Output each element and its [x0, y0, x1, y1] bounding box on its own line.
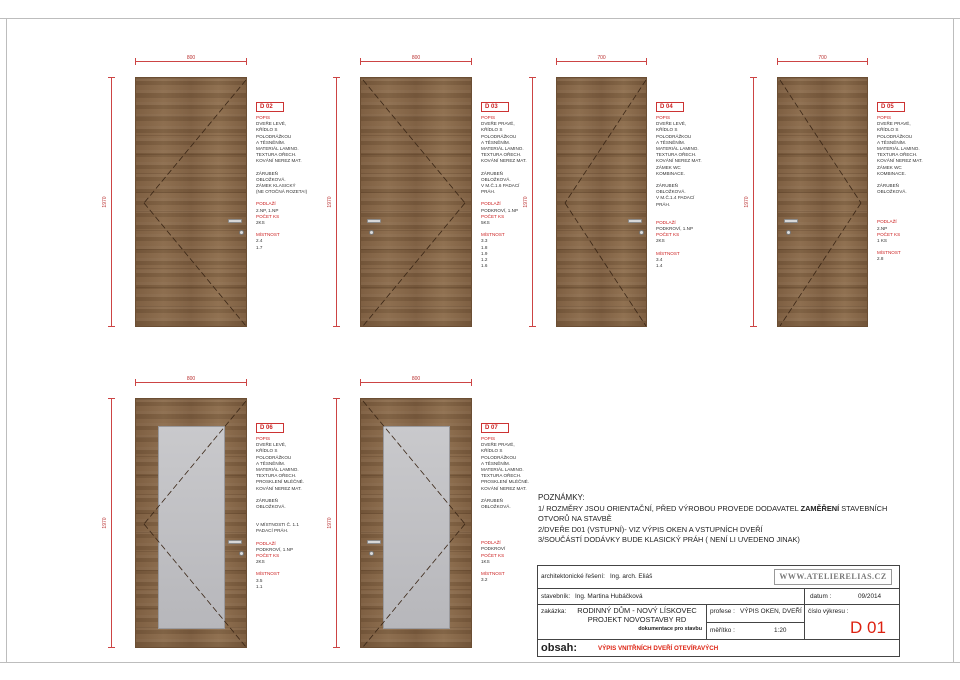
d05-spec-heading: POPIS — [877, 115, 892, 120]
d03-width-dimension — [360, 61, 472, 62]
d05-height-dimension — [753, 77, 754, 327]
d05-spec-line: ZÁRUBEŇ — [877, 183, 899, 189]
d06-spec-heading: PODLAŽÍ — [256, 540, 276, 546]
d02-spec-line: ZÁRUBEŇ — [256, 170, 278, 176]
d06-spec-line: TEXTURA OŘECH. — [256, 473, 297, 479]
d04-spec-line: 2KS — [656, 238, 665, 244]
d04-spec-heading: POČET KS — [656, 232, 680, 238]
d07-spec-line: PODKROVÍ — [481, 546, 506, 552]
atelier-logo: WWW.ATELIERELIAS.CZ — [774, 569, 892, 585]
d04-height-dimension — [532, 77, 533, 327]
d06-spec-line: DVEŘE LEVÉ, — [256, 442, 287, 448]
d03-height-dimension — [336, 77, 337, 327]
d07-spec-heading: POPIS — [481, 436, 496, 441]
d07-code-label: D 07 — [481, 423, 509, 433]
d03-spec-line: TEXTURA OŘECH. — [481, 152, 522, 158]
d06-spec-line: 3.5 — [256, 577, 263, 583]
d05-height-label: 1970 — [744, 196, 750, 208]
d06-width-dimension — [135, 382, 247, 383]
d04-spec-line: OBLOŽKOVÁ. — [656, 189, 686, 195]
drawing-number: D 01 — [850, 618, 886, 637]
d03-swing-lines — [361, 78, 472, 327]
d06-spec-line: V MÍSTNOSTI Č. 1.1 — [256, 522, 299, 528]
d05-spec-line: OBLOŽKOVÁ. — [877, 189, 907, 195]
sheet-border-top — [0, 18, 960, 19]
d05-spec-line: KŘÍDLO S — [877, 127, 899, 133]
d02-spec-line: 2.NP, 1.NP — [256, 207, 279, 213]
d04-spec-line: A TĚSNĚNÍM. — [656, 139, 686, 145]
d03-spec-line: A TĚSNĚNÍM. — [481, 139, 511, 145]
d06-spec-line: KOVÁNÍ NEREZ MAT. — [256, 485, 302, 491]
d04-height-label: 1970 — [523, 196, 529, 208]
d05-spec-line: DVEŘE PRAVÉ, — [877, 121, 911, 127]
d03-handle-icon — [367, 219, 381, 223]
d04-spec-heading: MÍSTNOST — [656, 250, 680, 256]
d04-spec-line: MATERIÁL LAMINO. — [656, 146, 699, 152]
d05-code-label: D 05 — [877, 102, 905, 112]
d03-spec-line: PRÁH. — [481, 189, 496, 195]
d05-spec-line: 2.NP — [877, 225, 888, 231]
d02-spec-line: TEXTURA OŘECH. — [256, 152, 297, 158]
d07-spec-line: DVEŘE PRAVÉ, — [481, 442, 515, 448]
d03-spec-line: 1.8 — [481, 244, 488, 250]
d02-spec-heading: POČET KS — [256, 213, 280, 219]
d05-door-panel — [777, 77, 868, 327]
d03-spec-line: DVEŘE PRAVÉ, — [481, 121, 515, 127]
d06-door-panel — [135, 398, 247, 648]
d06-handle-icon — [228, 540, 242, 544]
d05-spec-line: KOVÁNÍ NEREZ MAT. — [877, 158, 923, 164]
d03-lock-icon — [369, 230, 374, 235]
d05-swing-lines — [778, 78, 868, 327]
d04-spec-heading: PODLAŽÍ — [656, 219, 676, 225]
d03-door-panel — [360, 77, 472, 327]
d02-spec-heading: MÍSTNOST — [256, 232, 280, 238]
d07-spec-line: POLODRÁŽKOU — [481, 454, 517, 460]
notes-block — [538, 493, 918, 546]
d06-spec-heading: POČET KS — [256, 553, 280, 559]
architect-name: Ing. arch. Eliáš — [610, 573, 653, 580]
d02-height-dimension — [111, 77, 112, 327]
d02-spec-line: MATERIÁL LAMINO. — [256, 146, 299, 152]
d03-spec-line: 1.9 — [481, 250, 488, 256]
d02-spec-heading: PODLAŽÍ — [256, 201, 276, 207]
d02-handle-icon — [228, 219, 242, 223]
d03-spec-line: 1.2 — [481, 257, 488, 263]
d02-spec-line: A TĚSNĚNÍM. — [256, 139, 286, 145]
d07-lock-icon — [369, 551, 374, 556]
d02-width-dimension — [135, 61, 247, 62]
d05-width-dimension — [777, 61, 868, 62]
d02-spec-line: DVEŘE LEVÉ, — [256, 121, 287, 127]
architect-label: architektonické řešení: — [541, 573, 605, 580]
profession-value: VÝPIS OKEN, DVEŘÍ — [740, 608, 802, 615]
d07-spec-line: MATERIÁL LAMINO. — [481, 467, 524, 473]
d07-width-label: 800 — [411, 376, 421, 382]
d02-spec-heading: POPIS — [256, 115, 271, 120]
d02-swing-line — [144, 80, 246, 203]
d04-swing-line — [565, 80, 646, 203]
d03-code-label: D 03 — [481, 102, 509, 112]
d04-code-label: D 04 — [656, 102, 684, 112]
d05-spec-line: POLODRÁŽKOU — [877, 133, 913, 139]
d06-spec-line: PROSKLENÍ MLÉČNÉ. — [256, 479, 304, 485]
content-value: VÝPIS VNITŘNÍCH DVEŘÍ OTEVÍRAVÝCH — [598, 645, 719, 652]
d03-spec-line: MATERIÁL LAMINO. — [481, 146, 524, 152]
d04-spec-line: PRÁH. — [656, 201, 671, 207]
d02-spec-line: 1.7 — [256, 244, 263, 250]
d02-width-label: 800 — [186, 55, 196, 61]
note-1-text-end: STAVEBNÍCH OTVORŮ NA STAVBĚ — [538, 503, 888, 523]
content-label: obsah: — [541, 642, 578, 654]
project-line-3: dokumentace pro stavbu — [638, 626, 702, 632]
note-3: 3/SOUČÁSTÍ DODÁVKY BUDE KLASICKÝ PRÁH ( NENÍ LI UVEDENO JINAK) — [538, 535, 800, 544]
d05-spec-line: TEXTURA OŘECH. — [877, 152, 918, 158]
d04-spec-line: TEXTURA OŘECH. — [656, 152, 697, 158]
engineer-name: Ing. Martina Hubáčková — [575, 593, 643, 600]
d04-spec-line: DVEŘE LEVÉ, — [656, 121, 687, 127]
d05-spec-line: MATERIÁL LAMINO. — [877, 146, 920, 152]
project-line-2: PROJEKT NOVOSTAVBY RD — [587, 615, 687, 624]
d02-spec-line: 2KS — [256, 220, 265, 226]
d03-spec-line: KOVÁNÍ NEREZ MAT. — [481, 158, 527, 164]
d03-spec-heading: POPIS — [481, 115, 496, 120]
scale-value: 1:20 — [774, 627, 787, 634]
d04-spec-line: V M.Č.1.4 PADACÍ — [656, 195, 695, 201]
d06-spec-heading: MÍSTNOST — [256, 571, 280, 577]
d05-width-label: 700 — [818, 55, 827, 61]
profession-label: profese : — [710, 608, 735, 615]
d05-spec-line: 1 KS — [877, 238, 887, 244]
d04-spec-line: 3.4 — [656, 256, 663, 262]
d02-spec-line: OBLOŽKOVÁ. — [256, 176, 286, 182]
d04-spec-block — [656, 102, 734, 269]
d03-spec-line: 5KS — [481, 220, 490, 226]
d05-handle-icon — [784, 219, 798, 223]
d04-spec-line: ZÁMEK WC — [656, 164, 681, 170]
d02-height-label: 1970 — [102, 196, 108, 208]
d06-code-label: D 06 — [256, 423, 284, 433]
d03-spec-line: POLODRÁŽKOU — [481, 133, 517, 139]
d07-swing-lines — [361, 399, 472, 648]
d03-spec-heading: PODLAŽÍ — [481, 201, 501, 207]
d04-spec-line: ZÁRUBEŇ — [656, 183, 678, 189]
d06-lock-icon — [239, 551, 244, 556]
d07-handle-icon — [367, 540, 381, 544]
d03-spec-line: PODKROVÍ, 1.NP — [481, 207, 519, 213]
d02-code-label: D 02 — [256, 102, 284, 112]
d05-spec-line: KOMBINACE. — [877, 170, 906, 176]
d05-spec-heading: POČET KS — [877, 231, 901, 237]
d06-spec-line: 2KS — [256, 559, 265, 565]
d07-spec-line: PROSKLENÍ MLÉČNÉ. — [481, 479, 529, 485]
d05-swing-line — [780, 80, 861, 203]
d04-spec-line: 1.4 — [656, 263, 663, 269]
d05-spec-heading: PODLAŽÍ — [877, 219, 897, 225]
d04-width-label: 700 — [597, 55, 606, 61]
d03-spec-line: OBLOŽKOVÁ. — [481, 176, 511, 182]
d04-swing-lines — [557, 78, 647, 327]
d03-spec-line: ZÁRUBEŇ — [481, 170, 503, 176]
d06-spec-line: PODKROVÍ, 1.NP — [256, 546, 294, 552]
d06-spec-block — [256, 423, 334, 590]
d05-lock-icon — [786, 230, 791, 235]
date-value: 09/2014 — [858, 593, 882, 600]
d06-spec-line: PADACÍ PRÁH. — [256, 528, 289, 534]
d04-handle-icon — [628, 219, 642, 223]
note-2: 2/DVEŘE D01 (VSTUPNÍ)- VIZ VÝPIS OKEN A VSTUPNÍCH DVEŘÍ — [538, 524, 763, 534]
scale-label: měřítko : — [710, 627, 735, 634]
d06-spec-line: POLODRÁŽKOU — [256, 454, 292, 460]
d02-spec-line: ZÁMEK KLASICKÝ — [256, 183, 296, 189]
d07-height-label: 1970 — [327, 517, 333, 529]
title-block — [537, 565, 900, 657]
d03-spec-line: V M.Č.1.6 PADACÍ — [481, 183, 520, 189]
d07-spec-heading: POČET KS — [481, 552, 505, 558]
d03-spec-line: 3.3 — [481, 238, 488, 244]
d03-spec-line: KŘÍDLO S — [481, 127, 503, 133]
d07-spec-line: OBLOŽKOVÁ. — [481, 504, 511, 510]
d05-spec-heading: MÍSTNOST — [877, 250, 901, 256]
d06-height-dimension — [111, 398, 112, 648]
d02-lock-icon — [239, 230, 244, 235]
d02-spec-line: KOVÁNÍ NEREZ MAT. — [256, 158, 302, 164]
d07-spec-line: 3.2 — [481, 577, 488, 583]
d06-height-label: 1970 — [102, 517, 108, 529]
d07-spec-line: ZÁRUBEŇ — [481, 497, 503, 503]
d02-spec-block — [256, 102, 334, 251]
d02-spec-line: 2.4 — [256, 238, 263, 244]
d03-spec-heading: POČET KS — [481, 213, 505, 219]
project-line-1: RODINNÝ DŮM - NOVÝ LÍSKOVEC — [577, 606, 697, 615]
drawing-number-label: číslo výkresu : — [808, 608, 849, 615]
notes-title: POZNÁMKY: — [538, 493, 585, 502]
d06-spec-line: MATERIÁL LAMINO. — [256, 467, 299, 473]
d07-swing-line — [363, 401, 465, 524]
d03-spec-line: 1.6 — [481, 263, 488, 269]
d04-spec-line: KOMBINACE. — [656, 170, 685, 176]
d03-height-label: 1970 — [327, 196, 333, 208]
d03-swing-line — [363, 80, 465, 203]
order-label: zakázka: — [541, 608, 567, 615]
d02-spec-line: POLODRÁŽKOU — [256, 133, 292, 139]
d03-width-label: 800 — [411, 55, 421, 61]
d02-spec-line: KŘÍDLO S — [256, 127, 278, 133]
d06-spec-line: KŘÍDLO S — [256, 448, 278, 454]
d07-height-dimension — [336, 398, 337, 648]
note-1 — [538, 504, 918, 525]
d07-spec-line: A TĚSNĚNÍM. — [481, 460, 511, 466]
d04-door-panel — [556, 77, 647, 327]
d07-spec-line: TEXTURA OŘECH. — [481, 473, 522, 479]
d07-door-panel — [360, 398, 472, 648]
d05-spec-line: 2.8 — [877, 256, 884, 262]
d02-swing-lines — [136, 78, 247, 327]
d05-spec-line: ZÁMEK WC — [877, 164, 902, 170]
d05-spec-block — [877, 102, 955, 263]
d04-width-dimension — [556, 61, 647, 62]
d07-spec-line: 1KS — [481, 558, 490, 564]
d02-spec-line: (NE OTOČNÁ ROZETA!) — [256, 189, 308, 195]
d07-spec-line: KOVÁNÍ NEREZ MAT. — [481, 485, 527, 491]
date-label: datum : — [810, 593, 832, 600]
engineer-label: stavebník: — [541, 593, 571, 600]
sheet-border-left — [6, 18, 7, 662]
d06-swing-line — [144, 401, 246, 524]
d07-width-dimension — [360, 382, 472, 383]
d03-spec-block — [481, 102, 559, 269]
d02-door-panel — [135, 77, 247, 327]
d06-swing-lines — [136, 399, 247, 648]
d07-spec-line: KŘÍDLO S — [481, 448, 503, 454]
d06-spec-line: ZÁRUBEŇ — [256, 497, 278, 503]
d04-spec-heading: POPIS — [656, 115, 671, 120]
d06-spec-line: OBLOŽKOVÁ. — [256, 504, 286, 510]
d07-spec-heading: MÍSTNOST — [481, 571, 505, 577]
sheet-border-bottom — [0, 662, 960, 663]
d06-width-label: 800 — [186, 376, 196, 382]
d04-spec-line: PODKROVÍ, 1.NP — [656, 226, 694, 232]
d03-spec-heading: MÍSTNOST — [481, 232, 505, 238]
note-1-text: 1/ ROZMĚRY JSOU ORIENTAČNÍ, PŘED VÝROBOU PROVEDE DODAVATEL — [538, 503, 801, 513]
note-1-emphasis: ZAMĚŘENÍ — [800, 503, 840, 513]
d04-spec-line: POLODRÁŽKOU — [656, 133, 692, 139]
d04-spec-line: KOVÁNÍ NEREZ MAT. — [656, 158, 702, 164]
d06-spec-heading: POPIS — [256, 436, 271, 441]
d07-spec-heading: PODLAŽÍ — [481, 540, 501, 546]
d06-spec-line: 1.1 — [256, 583, 263, 589]
d06-spec-line: A TĚSNĚNÍM. — [256, 460, 286, 466]
d04-spec-line: KŘÍDLO S — [656, 127, 678, 133]
d04-lock-icon — [639, 230, 644, 235]
d05-spec-line: A TĚSNĚNÍM. — [877, 139, 907, 145]
